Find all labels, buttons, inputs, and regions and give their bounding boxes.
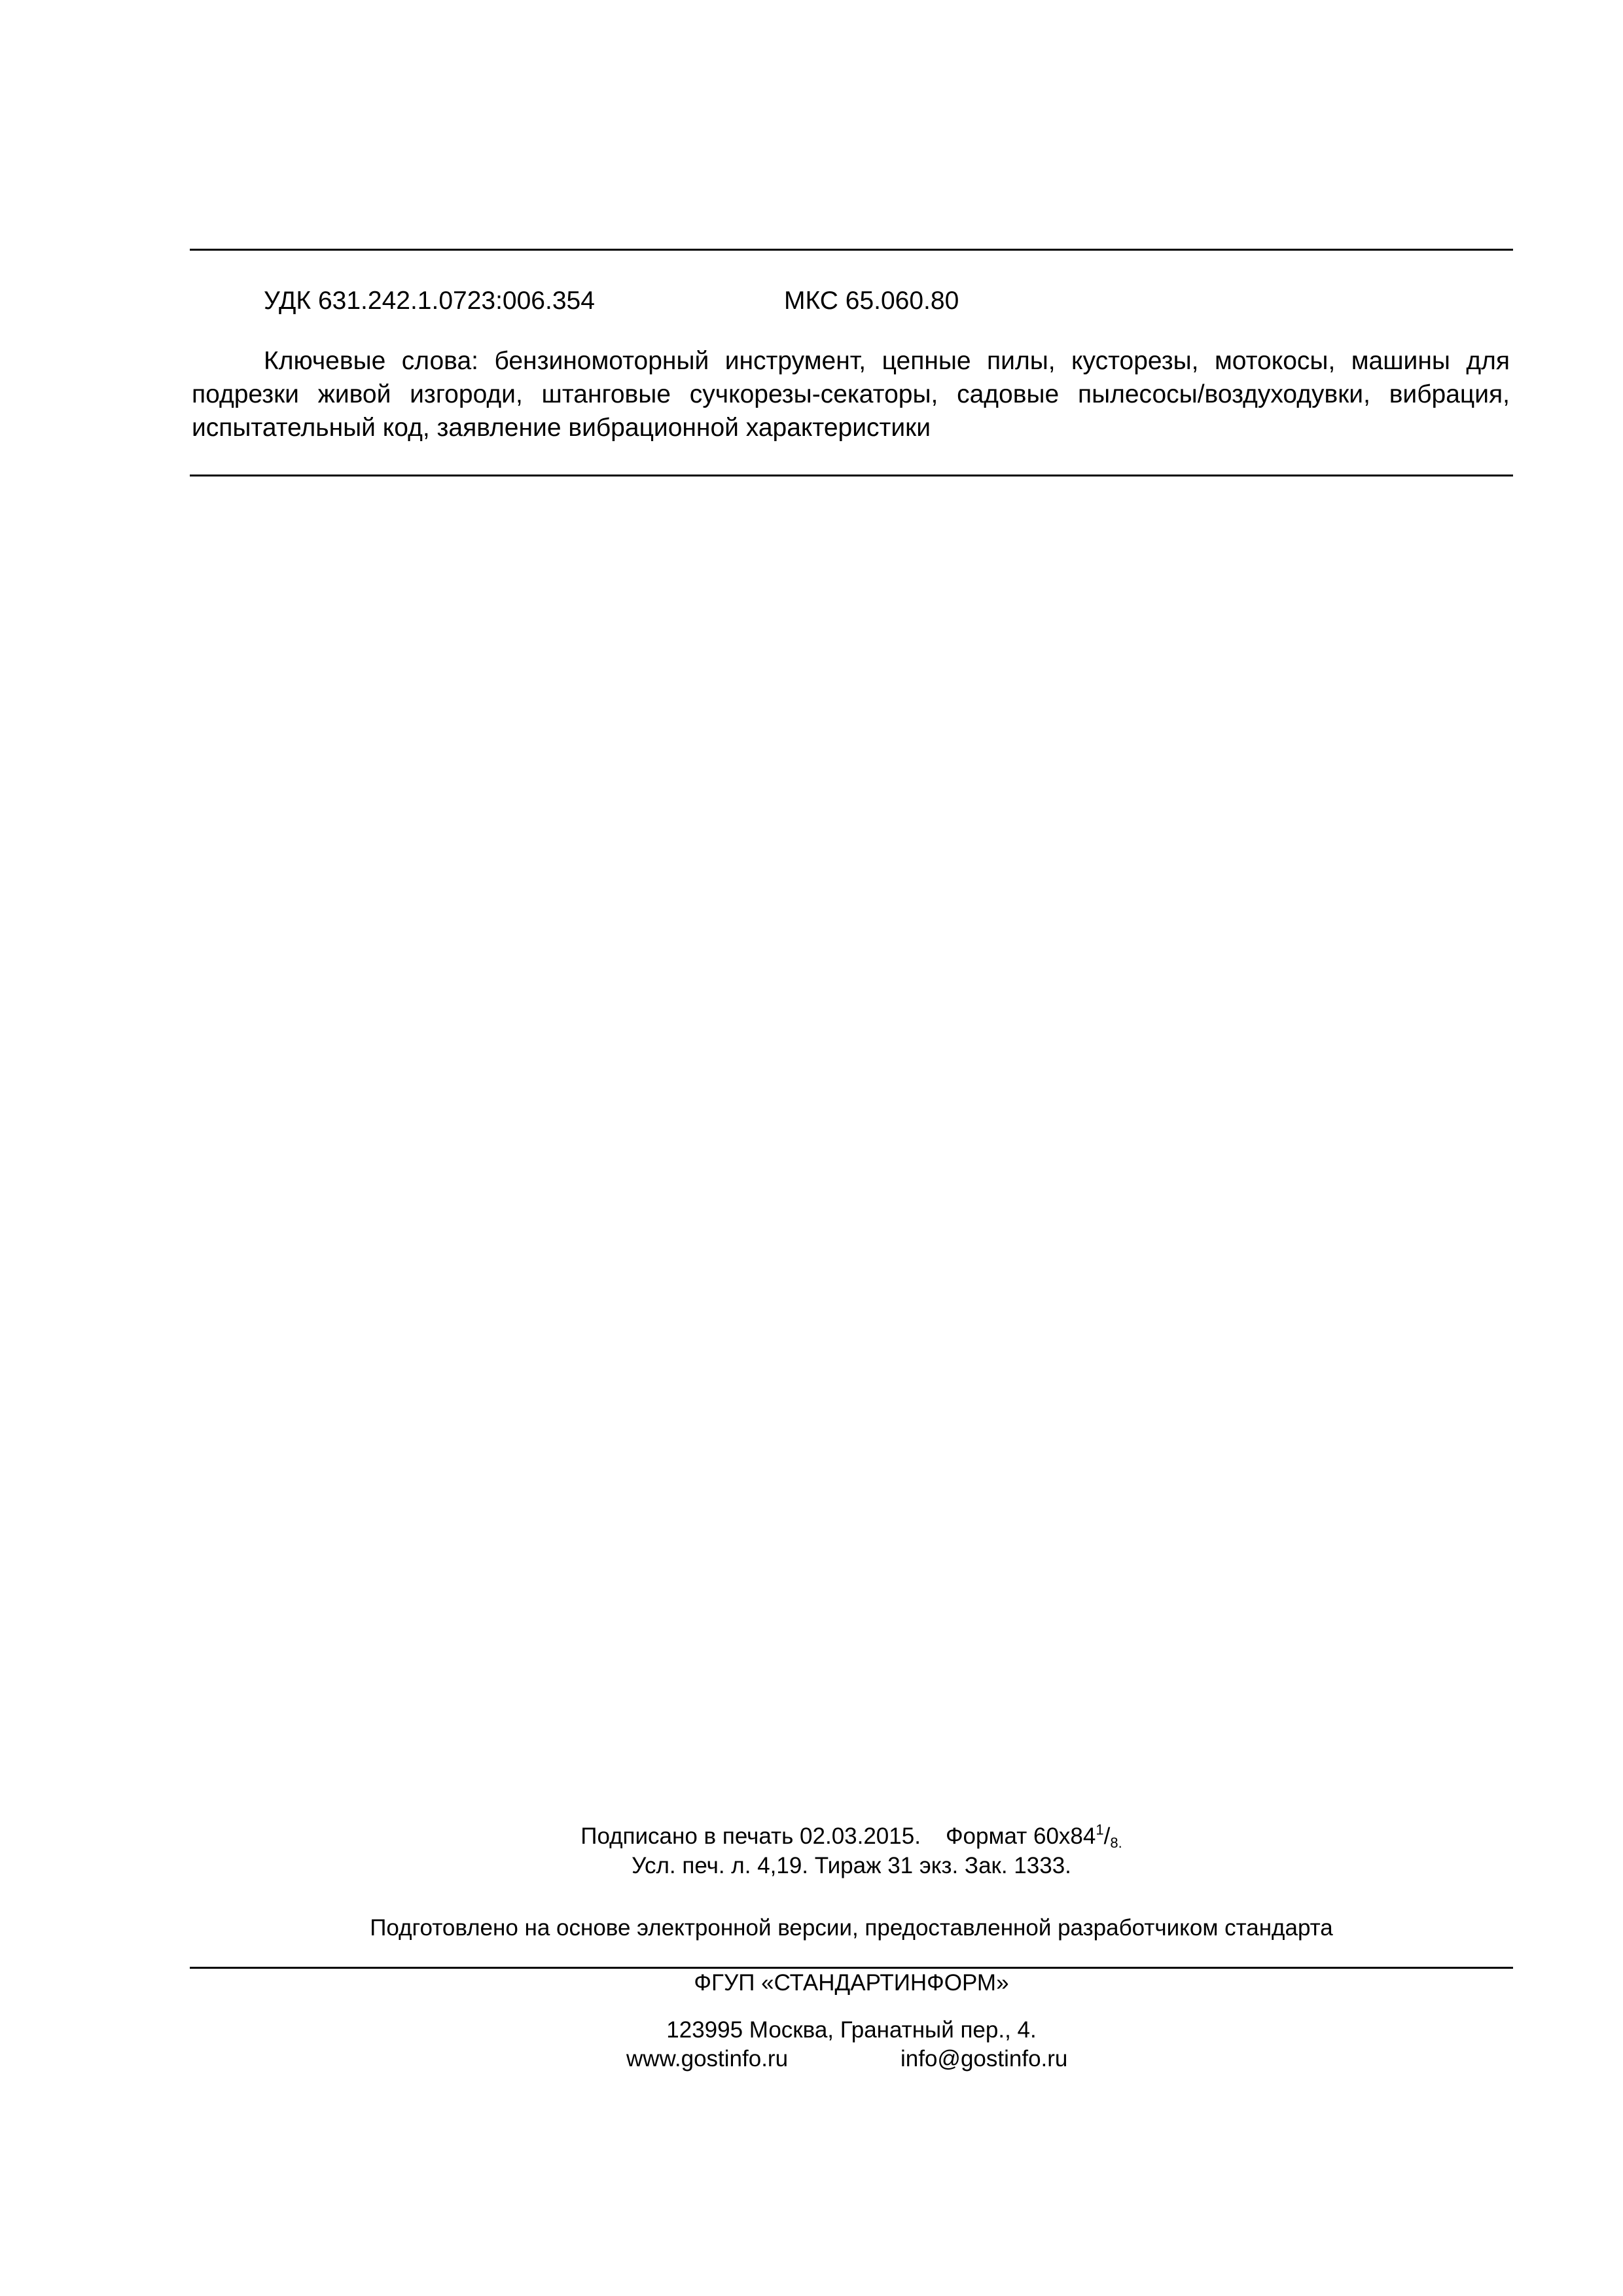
website-link[interactable]: www.gostinfo.ru [626,2046,789,2072]
format-numerator: 1 [1096,1821,1104,1838]
prepared-note: Подготовлено на основе электронной версии, предоставленной разработчиком стандарта [370,1915,1333,1941]
print-details: Усл. печ. л. 4,19. Тираж 31 экз. Зак. 1333. [632,1853,1071,1878]
mks-code: МКС 65.060.80 [784,287,959,315]
format-label: Формат 60x84 [945,1823,1096,1849]
udk-code: УДК 631.242.1.0723:006.354 [264,287,595,315]
keywords-paragraph: Ключевые слова: бензиномоторный инструмент, цепные пилы, кусторезы, мотокосы, машины для подрезки живой изгороди, штанговые сучкорезы-секаторы, садовые пылесосы/воздуходувки, вибрация, испытательный код, заявление вибрационной характеристики [192,347,1510,442]
top-rule [190,249,1513,251]
classification-codes [190,283,1513,319]
format-slash: / [1103,1823,1111,1849]
format-denominator: 8. [1110,1835,1122,1851]
email-link[interactable]: info@gostinfo.ru [901,2046,1068,2072]
publisher-address: 123995 Москва, Гранатный пер., 4. [666,2017,1037,2043]
imprint-signed-line [190,1822,1513,1854]
middle-rule [190,475,1513,476]
signed-date: Подписано в печать 02.03.2015. [580,1823,921,1849]
publisher-name: ФГУП «СТАНДАРТИНФОРМ» [694,1970,1009,1996]
publisher-contacts [190,2045,1513,2073]
